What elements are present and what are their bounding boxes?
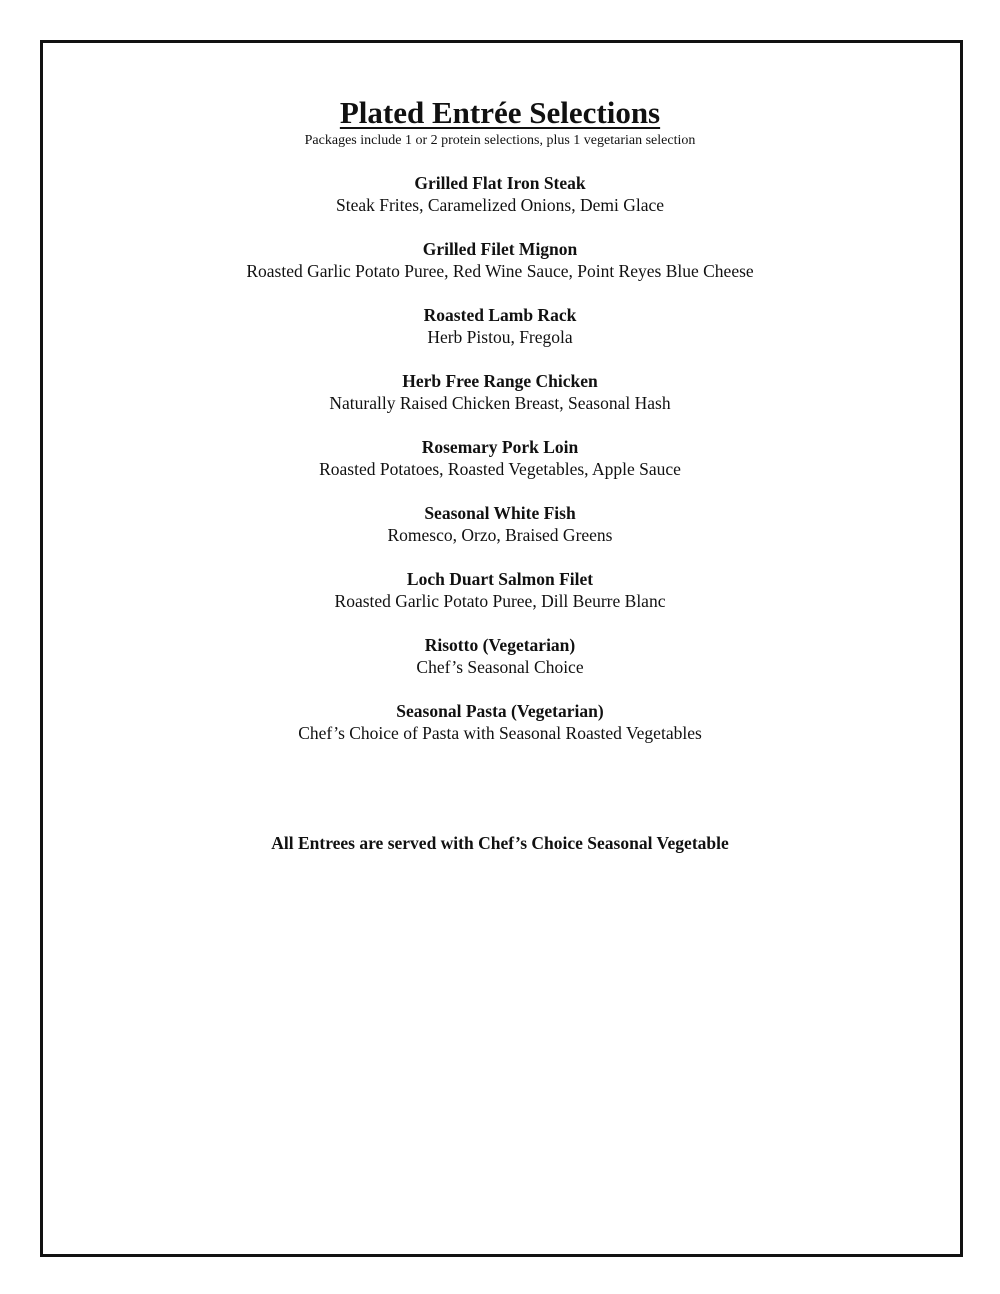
entree-name: Roasted Lamb Rack (423, 305, 577, 325)
entree-name: Seasonal White Fish (424, 503, 576, 523)
page-title: Plated Entrée Selections (339, 95, 661, 130)
entree-item (0, 700, 1000, 766)
entree-item (0, 634, 1000, 700)
entree-description: Steak Frites, Caramelized Onions, Demi Glace (335, 195, 665, 215)
entree-description: Roasted Garlic Potato Puree, Red Wine Sauce, Point Reyes Blue Cheese (246, 261, 754, 281)
entree-item (0, 238, 1000, 304)
entree-name: Grilled Flat Iron Steak (414, 173, 586, 193)
footer-note: All Entrees are served with Chef’s Choice Seasonal Vegetable (271, 833, 729, 853)
entree-description: Chef’s Seasonal Choice (416, 657, 584, 677)
entree-list (0, 172, 1000, 766)
entree-description: Naturally Raised Chicken Breast, Seasonal Hash (329, 393, 671, 413)
entree-item (0, 304, 1000, 370)
entree-name: Herb Free Range Chicken (402, 371, 598, 391)
entree-item (0, 172, 1000, 238)
entree-name: Rosemary Pork Loin (421, 437, 579, 457)
entree-item (0, 568, 1000, 634)
entree-item (0, 436, 1000, 502)
entree-name: Grilled Filet Mignon (422, 239, 578, 259)
entree-item (0, 502, 1000, 568)
entree-name: Seasonal Pasta (Vegetarian) (396, 701, 604, 721)
page-subtitle: Packages include 1 or 2 protein selections, plus 1 vegetarian selection (304, 133, 696, 148)
entree-description: Herb Pistou, Fregola (427, 327, 573, 347)
entree-name: Risotto (Vegetarian) (424, 635, 576, 655)
entree-description: Roasted Garlic Potato Puree, Dill Beurre Blanc (334, 591, 666, 611)
entree-description: Roasted Potatoes, Roasted Vegetables, Apple Sauce (319, 459, 681, 479)
entree-name: Loch Duart Salmon Filet (406, 569, 594, 589)
entree-description: Romesco, Orzo, Braised Greens (387, 525, 613, 545)
entree-item (0, 370, 1000, 436)
entree-description: Chef’s Choice of Pasta with Seasonal Roasted Vegetables (298, 723, 702, 743)
